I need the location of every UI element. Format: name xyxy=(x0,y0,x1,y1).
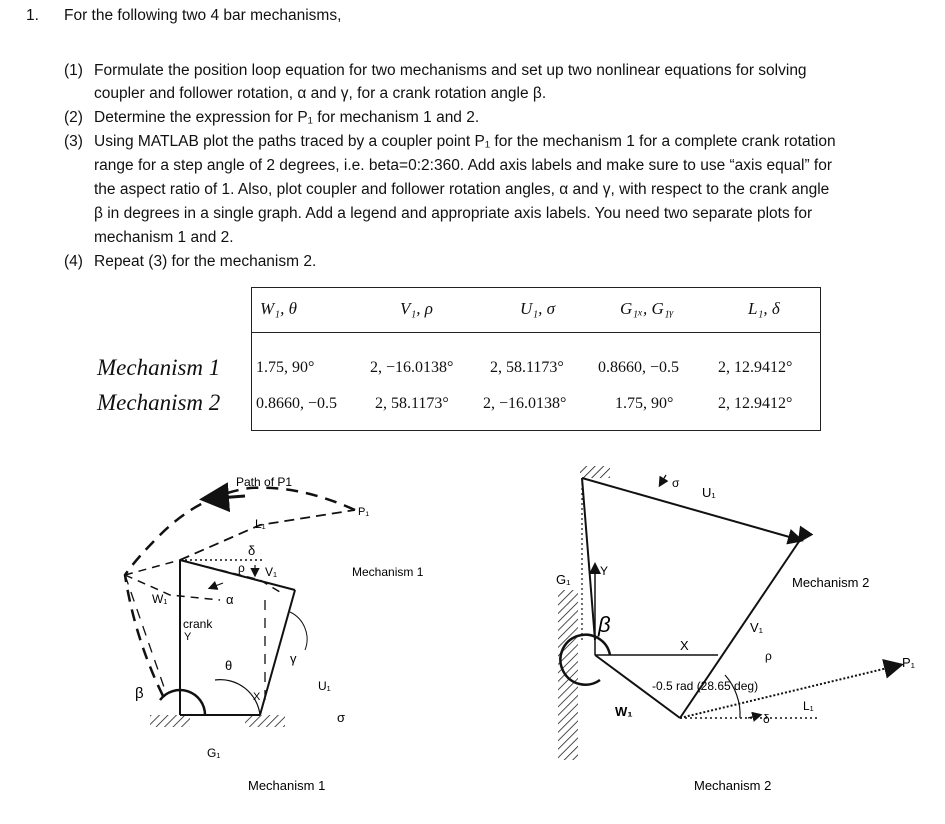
table-header-w1: W₁, θ xyxy=(260,299,297,318)
l1-line xyxy=(180,510,355,560)
item-3-num: (3) xyxy=(64,133,83,150)
item-3-line-1: Using MATLAB plot the paths traced by a coupler point P₁ for the mechanism 1 for a complete crank rotation xyxy=(94,133,836,150)
fig2-rad-label: -0.5 rad (28.65 deg) xyxy=(652,679,759,693)
fig1-alpha-label: α xyxy=(226,592,234,607)
fig1-g1-label: G₁ xyxy=(207,746,221,760)
item-3-line-2: range for a step angle of 2 degrees, i.e. beta=0:2:360. Add axis labels and make sure to use “axis equal” for xyxy=(94,157,833,174)
fig2-caption: Mechanism 2 xyxy=(694,778,772,793)
fig1-delta-label: δ xyxy=(248,543,256,558)
table-cell: 2, −16.0138° xyxy=(370,359,454,376)
fig2-g1-label: G₁ xyxy=(556,572,571,587)
table-cell: 2, 12.9412° xyxy=(718,395,793,412)
fig2-y-label: Y xyxy=(600,564,609,578)
table-cell: 1.75, 90° xyxy=(256,359,315,376)
item-1-line-2: coupler and follower rotation, α and γ, for a crank rotation angle β. xyxy=(94,85,547,102)
fig2-l1-label: L₁ xyxy=(803,699,814,713)
item-1-num: (1) xyxy=(64,62,83,79)
fig2-p1-label: P₁ xyxy=(902,655,916,670)
fig1-sigma-label: σ xyxy=(337,710,346,725)
fig1-y-label: Y xyxy=(184,631,192,643)
table-cell: 2, 58.1173° xyxy=(490,359,564,376)
mechanism-1-diagram xyxy=(125,475,424,793)
table-cell: 0.8660, −0.5 xyxy=(598,359,680,376)
fig2-u1-link xyxy=(582,478,800,540)
fig2-sigma-label: σ xyxy=(672,476,680,490)
fig1-w1-label: W₁ xyxy=(152,592,168,606)
fig1-beta-label: β xyxy=(135,685,144,702)
fig2-beta-label: β xyxy=(598,612,611,637)
fig2-u1-label: U₁ xyxy=(702,485,716,500)
ground-hatch-right xyxy=(245,715,285,727)
fig1-v1-label: V₁ xyxy=(265,565,278,579)
fig1-caption: Mechanism 1 xyxy=(248,778,326,793)
path-direction-arrow xyxy=(205,496,245,499)
fig1-l1-label: L₁ xyxy=(255,517,266,531)
beta-arc xyxy=(160,690,205,715)
item-3-line-4: β in degrees in a single graph. Add a legend and appropriate axis labels. You need two separate plots for xyxy=(94,205,813,222)
table-cell: 1.75, 90° xyxy=(615,395,674,412)
fig1-mech-label: Mechanism 1 xyxy=(352,565,424,579)
fig2-delta-label: δ xyxy=(763,712,770,726)
item-4-line-1: Repeat (3) for the mechanism 2. xyxy=(94,253,317,270)
table-cell: 2, −16.0138° xyxy=(483,395,567,412)
fig2-v1-label: V₁ xyxy=(750,620,764,635)
fig1-x-label: X xyxy=(253,691,261,703)
fig2-ground-wall xyxy=(558,590,578,760)
fig2-w1-label: W₁ xyxy=(615,704,633,719)
item-3-line-3: the aspect ratio of 1. Also, plot coupler and follower rotation angles, α and γ, with respect to the crank angle xyxy=(94,181,830,198)
ground-hatch-left xyxy=(150,715,190,727)
mechanism-2-diagram xyxy=(556,466,916,793)
question-number: 1. xyxy=(26,7,39,24)
fig1-u1-label: U₁ xyxy=(318,679,331,693)
fig1-theta-label: θ xyxy=(225,658,233,673)
table-header-g1: G₁ₓ, G₁ᵧ xyxy=(620,299,674,318)
fig1-gamma-label: γ xyxy=(290,651,297,666)
fig1-crank-label: crank xyxy=(183,617,213,631)
table-header-l1: L₁, δ xyxy=(748,299,780,318)
table-cell: 0.8660, −0.5 xyxy=(256,395,338,412)
item-3-line-5: mechanism 1 and 2. xyxy=(94,229,234,246)
table-cell: 2, 58.1173° xyxy=(375,395,449,412)
fig2-mech-label: Mechanism 2 xyxy=(792,575,870,590)
item-2-line-1: Determine the expression for P₁ for mechanism 1 and 2. xyxy=(94,109,480,126)
item-4-num: (4) xyxy=(64,253,83,270)
table-header-u1: U₁, σ xyxy=(520,299,556,318)
fig1-path-label: Path of P1 xyxy=(236,475,293,489)
table-row-label: Mechanism 2 xyxy=(97,390,221,415)
item-2-num: (2) xyxy=(64,109,83,126)
fig1-p1-label: P₁ xyxy=(358,506,370,518)
fig2-rho-label: ρ xyxy=(765,649,772,663)
question-intro: For the following two 4 bar mechanisms, xyxy=(64,7,342,24)
fig2-x-label: X xyxy=(680,638,689,653)
table-row-label: Mechanism 1 xyxy=(97,355,221,380)
item-1-line-1: Formulate the position loop equation for two mechanisms and set up two nonlinear equations for solving xyxy=(94,62,807,79)
fig1-rho-label: ρ xyxy=(238,561,245,575)
table-header-v1: V₁, ρ xyxy=(400,299,433,318)
table-cell: 2, 12.9412° xyxy=(718,359,793,376)
